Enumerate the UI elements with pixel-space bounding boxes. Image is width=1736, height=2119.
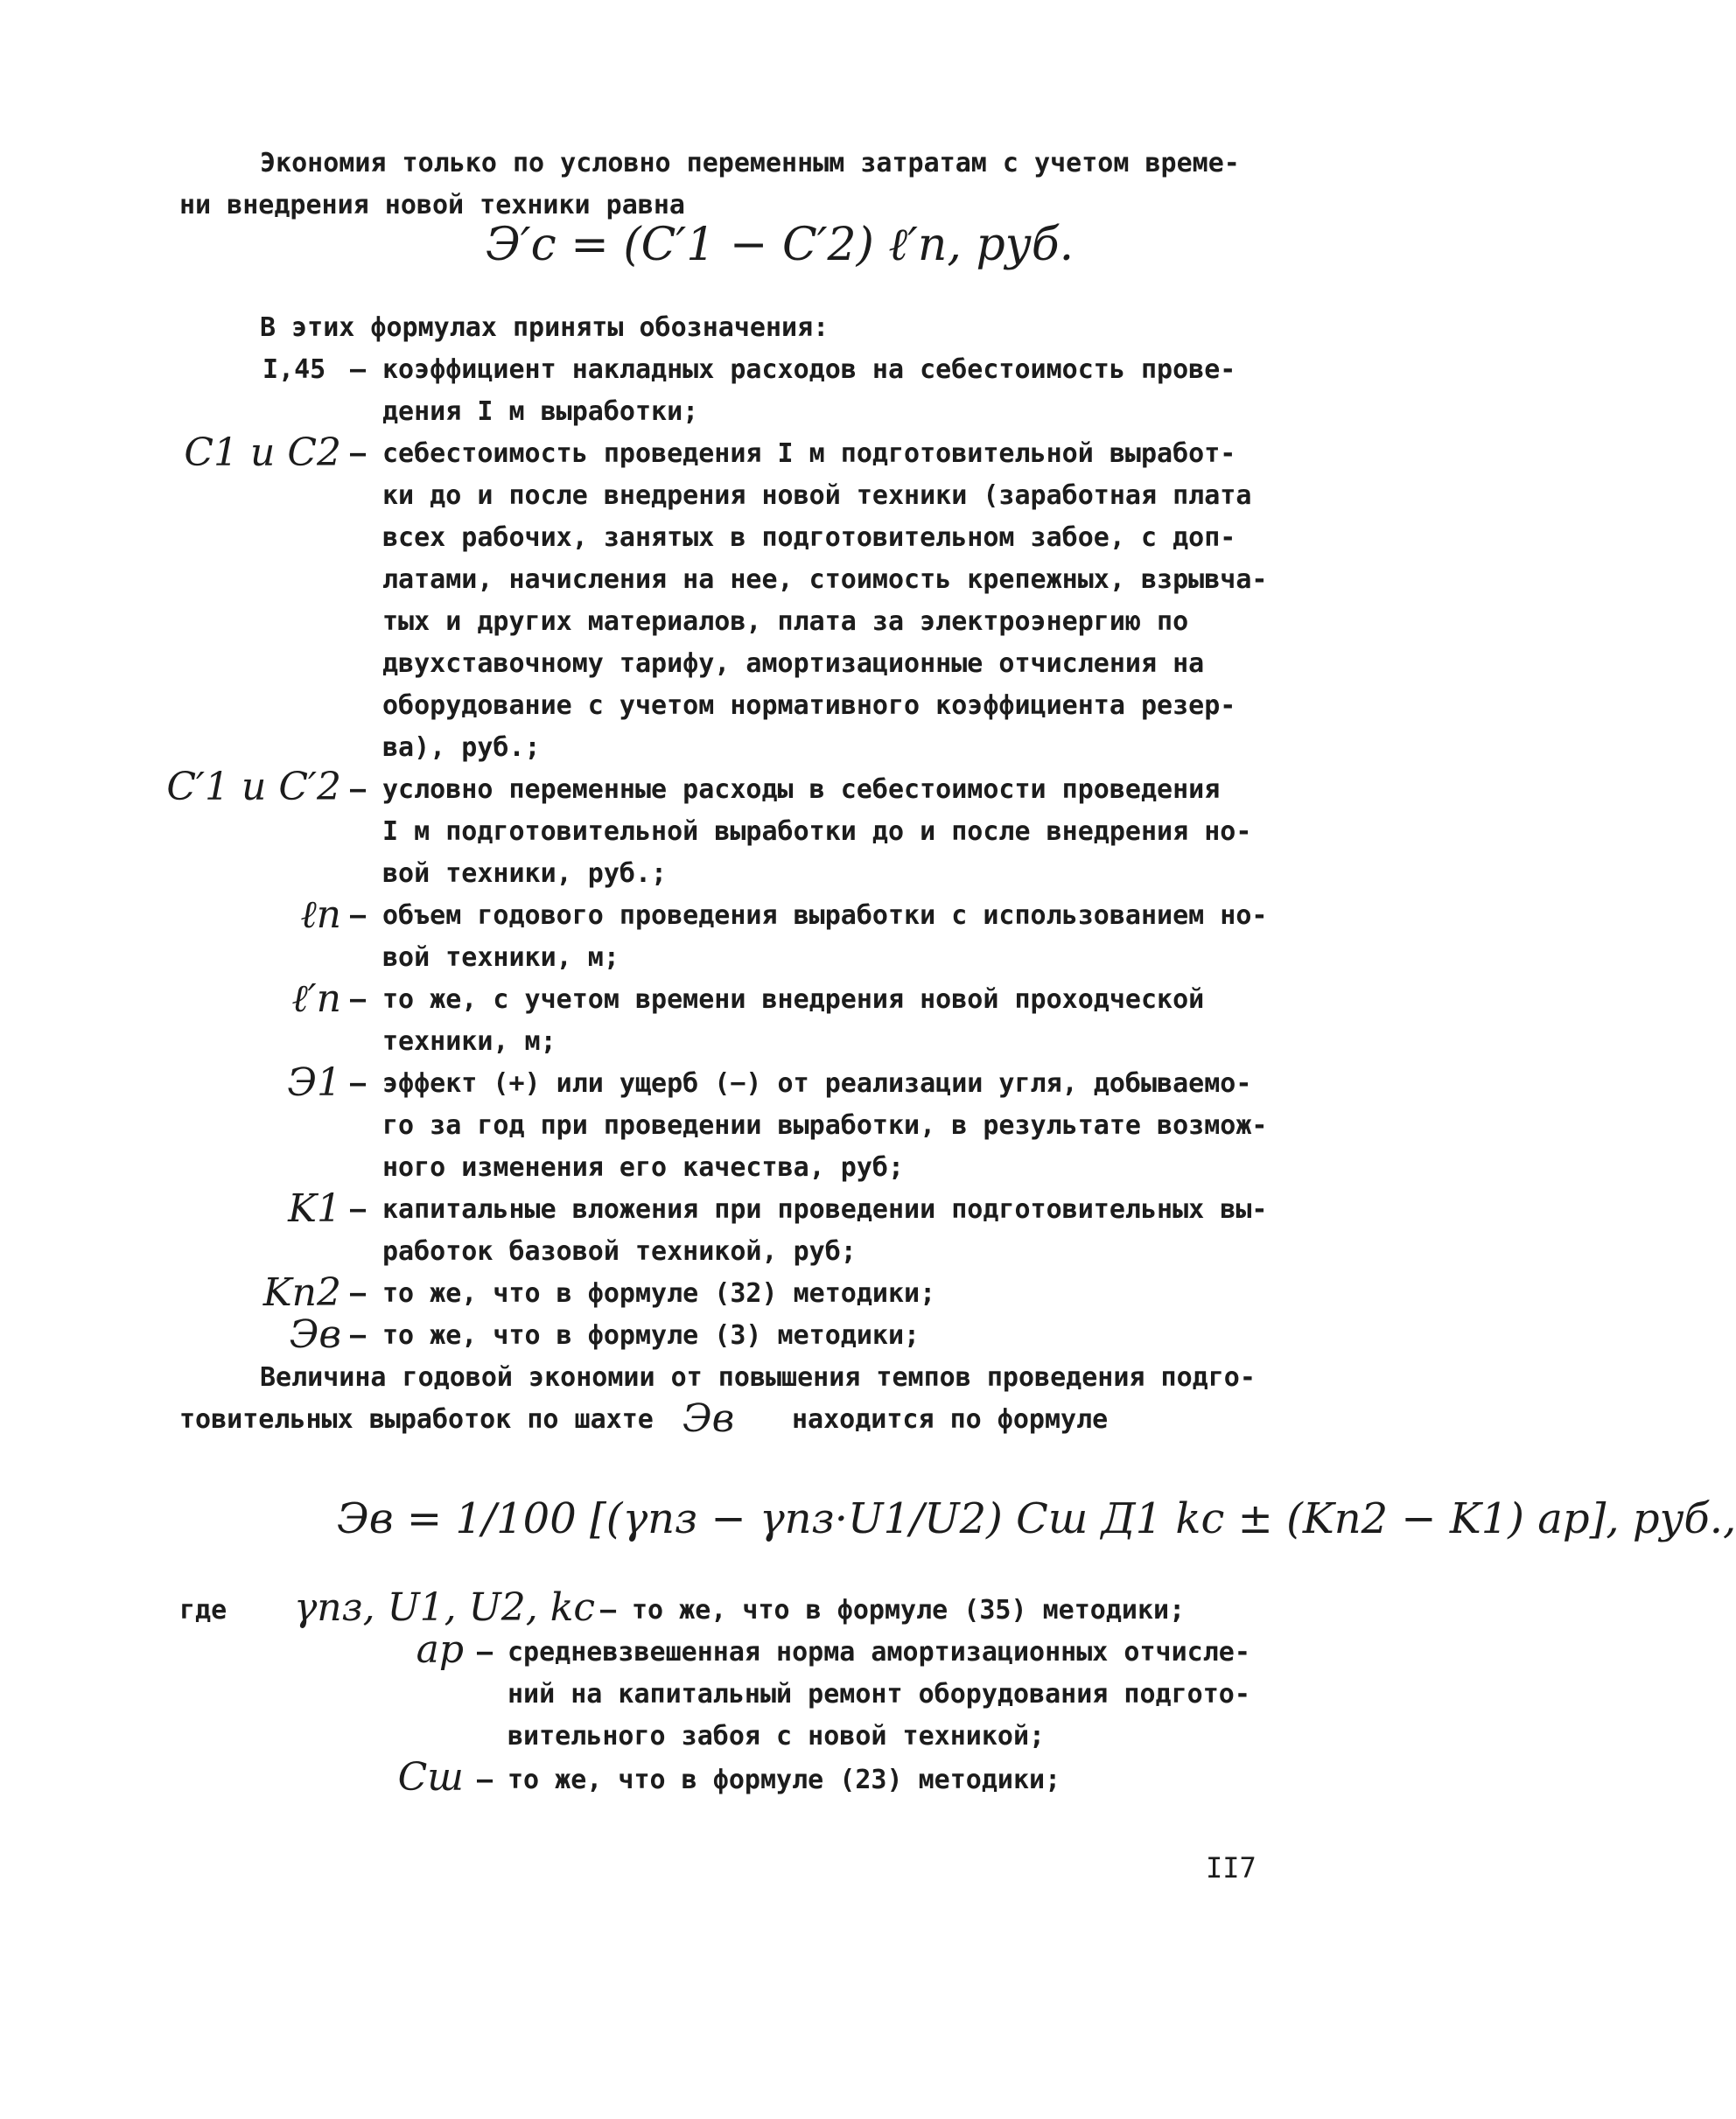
def-symbol-k1: K1 xyxy=(288,1186,341,1231)
where-symbol-ap: ap xyxy=(416,1627,464,1672)
annual-line-2-prefix: товительных выработок по шахте xyxy=(179,1404,654,1435)
def-text-line: ки до и после внедрения новой техники (заработная плата xyxy=(382,480,1252,511)
def-text-line: условно переменные расходы в себестоимости проведения xyxy=(382,774,1221,805)
def-dash: – xyxy=(350,984,367,1015)
def-dash: – xyxy=(350,774,367,805)
def-text-line: себестоимость проведения I м подготовительной выработ- xyxy=(382,438,1236,469)
def-symbol-c1p-c2p: C′1 и C′2 xyxy=(166,765,341,809)
formula-annual-savings: Эв = 1/100 [(γnз − γnз·U1/U2) Cш Д1 kc ± (Kn2 − K1) ap], руб., xyxy=(337,1494,1736,1543)
def-text-line: I м подготовительной выработки до и после внедрения но- xyxy=(382,816,1252,847)
def-dash: – xyxy=(477,1765,494,1795)
def-text-line: дения I м выработки; xyxy=(382,396,699,427)
def-text-line: техники, м; xyxy=(382,1026,556,1057)
def-text-line: всех рабочих, занятых в подготовительном забое, с доп- xyxy=(382,522,1236,553)
def-dash: – xyxy=(350,1320,367,1351)
def-symbol-e1: Э1 xyxy=(287,1060,341,1105)
def-text-line: латами, начисления на нее, стоимость крепежных, взрывча- xyxy=(382,564,1268,595)
where-text-line: средневзвешенная норма амортизационных отчисле- xyxy=(508,1637,1250,1668)
def-text-line: оборудование с учетом нормативного коэффициента резер- xyxy=(382,690,1236,721)
def-dash: – xyxy=(600,1595,617,1626)
def-text-line: капитальные вложения при проведении подготовительных вы- xyxy=(382,1194,1268,1225)
def-text-line: тых и других материалов, плата за электроэнергию по xyxy=(382,606,1189,637)
def-symbol-ev: Эв xyxy=(289,1312,341,1357)
def-text-line: вой техники, м; xyxy=(382,942,620,973)
def-dash: – xyxy=(350,1194,367,1225)
def-dash: – xyxy=(477,1637,494,1668)
annual-line-1: Величина годовой экономии от повышения темпов проведения подго- xyxy=(260,1362,1256,1393)
intro-line-2: ни внедрения новой техники равна xyxy=(179,190,685,220)
def-text-line: то же, что в формуле (32) методики; xyxy=(382,1278,936,1309)
def-dash: – xyxy=(350,1068,367,1099)
where-text-line: вительного забоя с новой техникой; xyxy=(508,1721,1046,1752)
def-text-line: эффект (+) или ущерб (−) от реализации угля, добываемо- xyxy=(382,1068,1252,1099)
formula-savings: Э′c = (C′1 − C′2) ℓ′n, руб. xyxy=(486,219,1074,271)
where-text-line: то же, что в формуле (35) методики; xyxy=(632,1595,1186,1626)
def-dash: – xyxy=(350,354,367,385)
def-text-line: вой техники, руб.; xyxy=(382,858,668,889)
where-symbol-set-1: γnз, U1, U2, kc xyxy=(293,1585,595,1630)
intro-line-1: Экономия только по условно переменным затратам с учетом време- xyxy=(260,148,1240,178)
def-text-line: то же, с учетом времени внедрения новой проходческой xyxy=(382,984,1205,1015)
annual-line-2-suffix: находится по формуле xyxy=(792,1404,1109,1435)
def-symbol-c1-c2: C1 и C2 xyxy=(184,430,341,475)
def-symbol-ln: ℓn xyxy=(300,892,341,937)
def-symbol-1-45: I,45 xyxy=(262,354,326,385)
def-text-line: го за год при проведении выработки, в результате возмож- xyxy=(382,1110,1268,1141)
where-symbol-csh: Cш xyxy=(397,1755,464,1800)
def-symbol-kn2: Kn2 xyxy=(262,1270,341,1315)
annual-line-2-symbol: Эв xyxy=(682,1396,735,1441)
where-text-line: ний на капитальный ремонт оборудования подгото- xyxy=(508,1679,1250,1710)
notation-intro: В этих формулах приняты обозначения: xyxy=(260,312,830,343)
def-text-line: ного изменения его качества, руб; xyxy=(382,1152,905,1183)
def-dash: – xyxy=(350,1278,367,1309)
where-text-line: то же, что в формуле (23) методики; xyxy=(508,1765,1061,1795)
def-text-line: коэффициент накладных расходов на себестоимость прове- xyxy=(382,354,1236,385)
page-number: II7 xyxy=(1206,1851,1256,1885)
def-text-line: работок базовой техникой, руб; xyxy=(382,1236,857,1267)
def-text-line: объем годового проведения выработки с использованием но- xyxy=(382,900,1268,931)
def-text-line: двухставочному тарифу, амортизационные отчисления на xyxy=(382,648,1205,679)
def-symbol-lnp: ℓ′n xyxy=(291,976,341,1021)
def-dash: – xyxy=(350,438,367,469)
def-dash: – xyxy=(350,900,367,931)
def-text-line: ва), руб.; xyxy=(382,732,541,763)
where-word: где xyxy=(179,1595,228,1626)
def-text-line: то же, что в формуле (3) методики; xyxy=(382,1320,920,1351)
